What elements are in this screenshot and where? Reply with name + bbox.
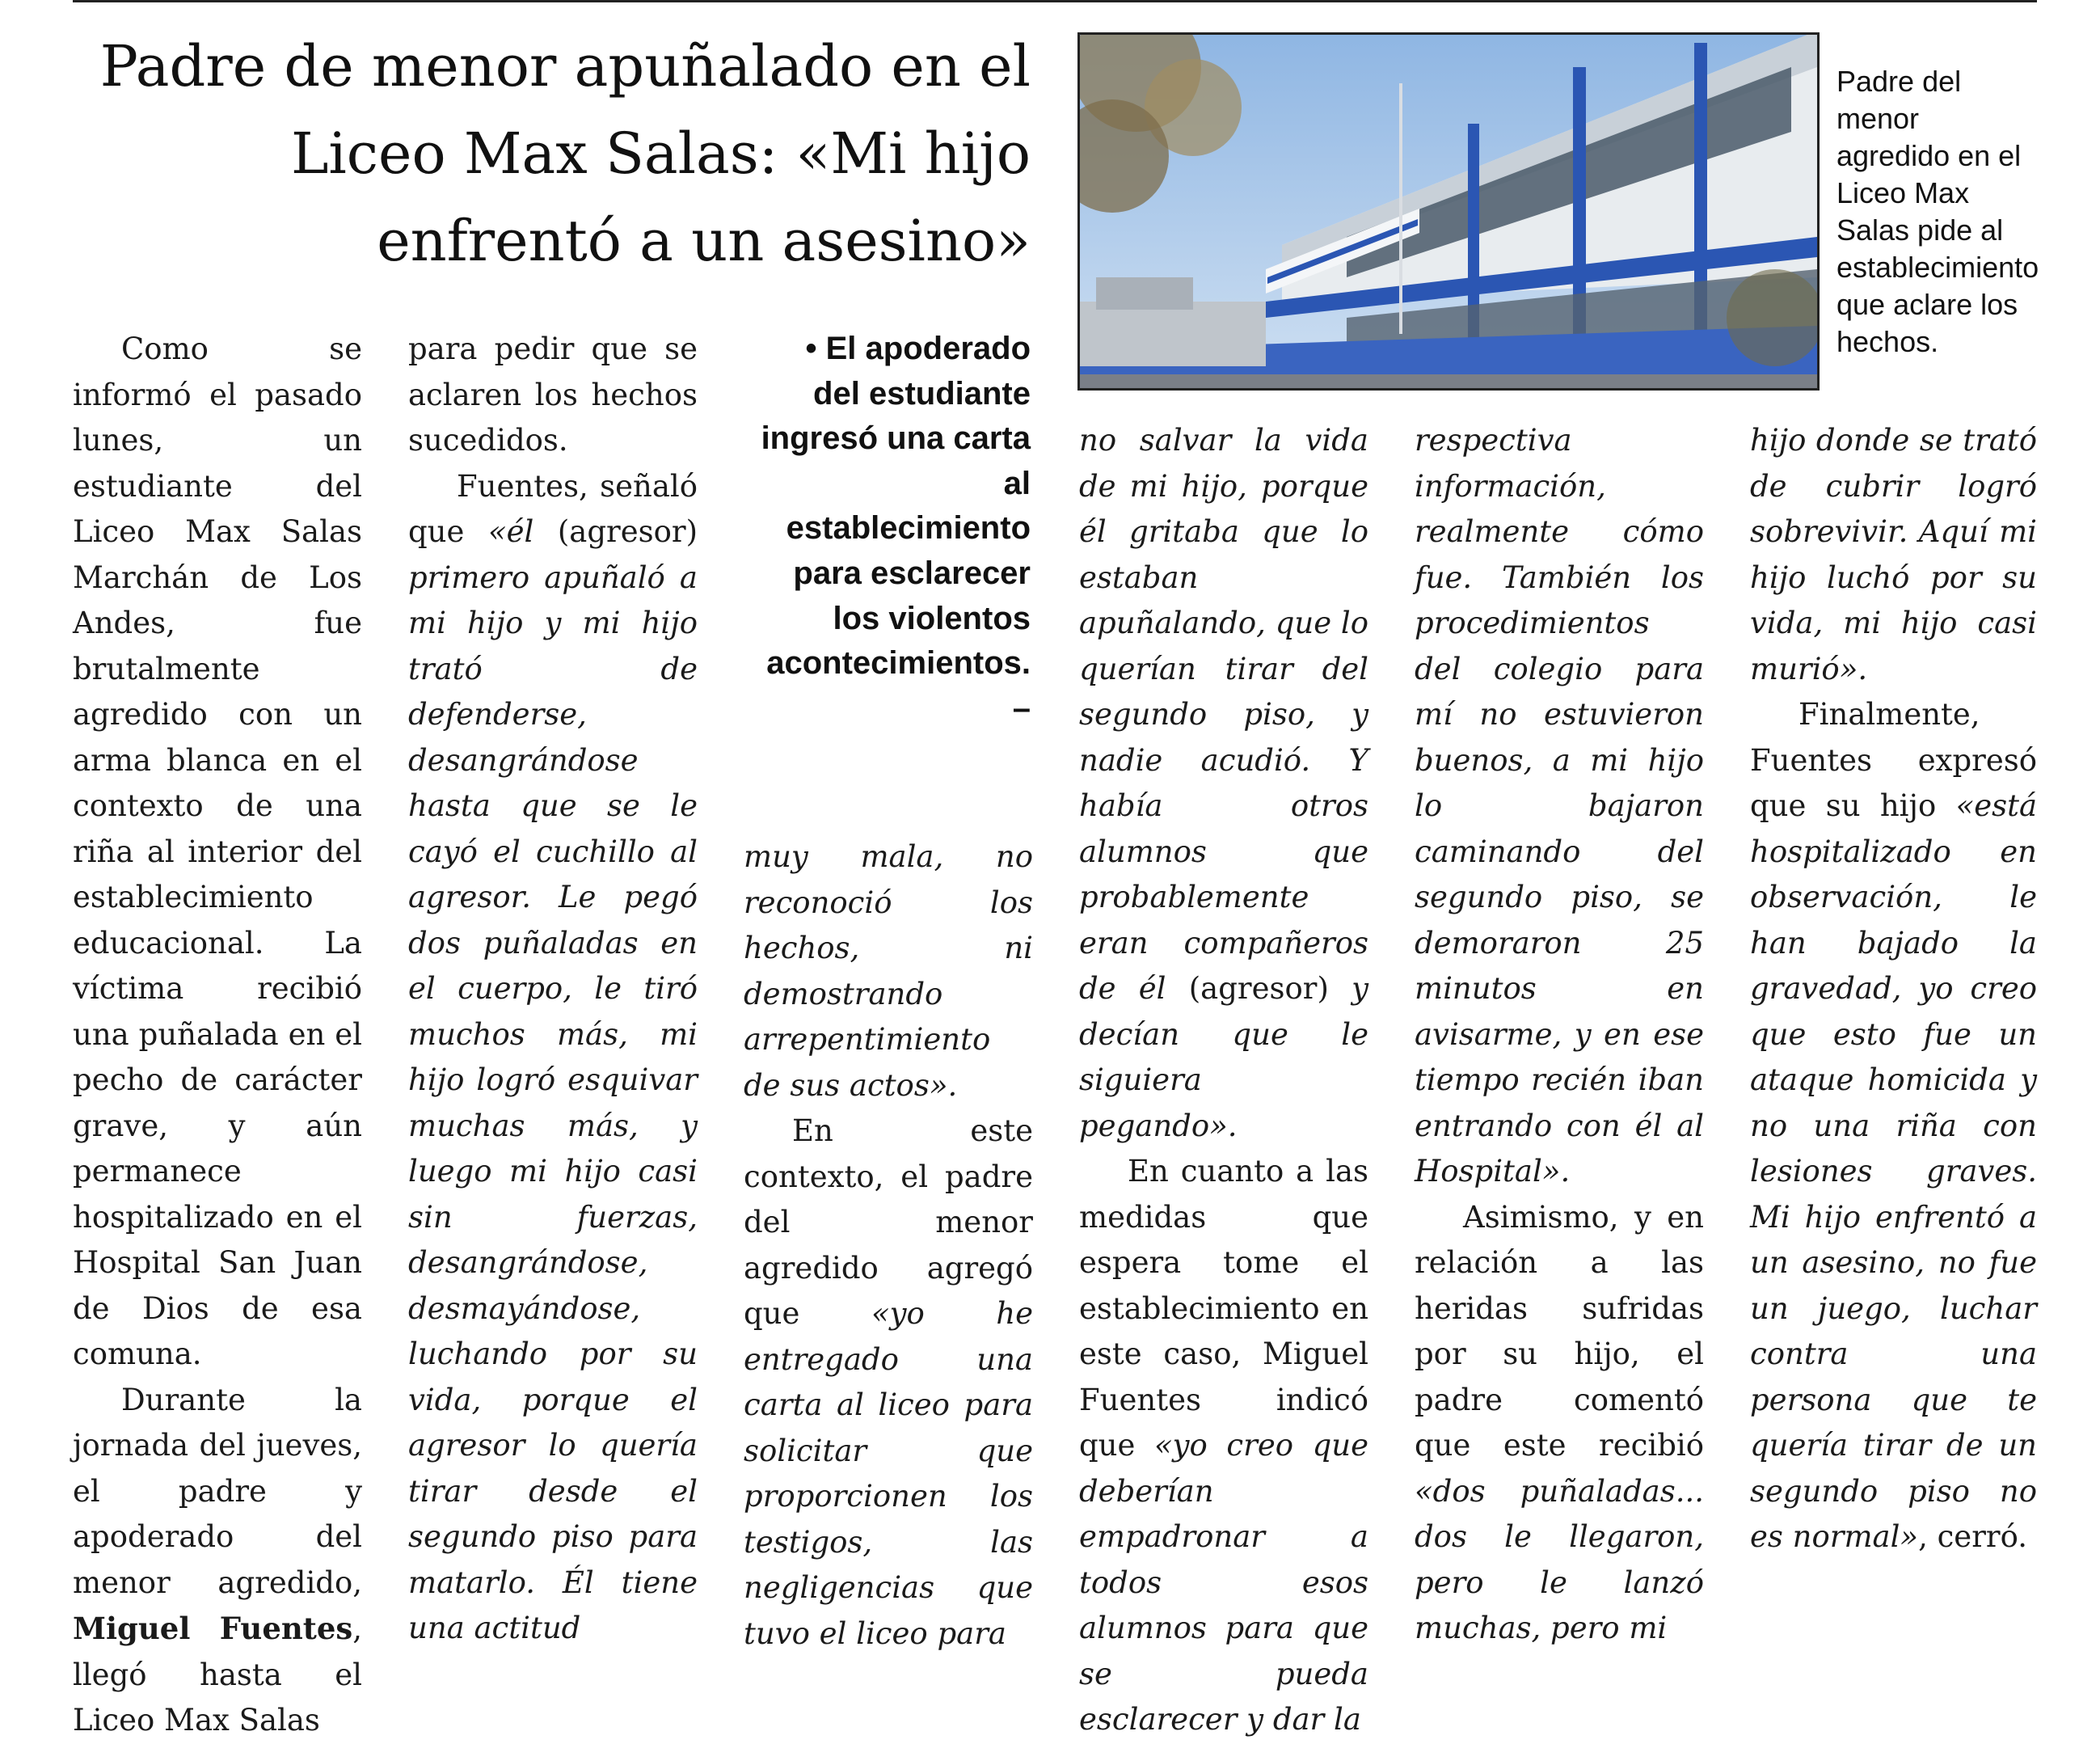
body-column-6 (1750, 418, 2037, 1560)
paragraph-5 (1079, 1149, 1368, 1743)
quote-text: «está hospitalizado en observación, le han bajado la gravedad, yo creo que esto fue un ataque homicida y no una riña con lesiones graves. Mi hijo enfrentó a un asesino, no fue un juego, luchar contra una persona que te quería tirar de un segundo piso no es normal» (1750, 788, 2038, 1554)
quote-text: «yo creo que deberían empadronar a todos esos alumnos para que se pueda esclarecer y dar la (1079, 1428, 1368, 1737)
paragraph-4-continued (1079, 418, 1368, 1149)
paragraph-4-text: En este contexto, el padre del menor agredido agregó que (744, 1113, 1033, 1331)
paragraph-3 (408, 464, 698, 1652)
quote-text: respectiva información, realmente cómo fue. También los procedimientos del colegio para mí no estuvieron buenos, a mi hijo lo bajaron caminando del segundo piso, se demoraron 25 minutos en avisarme, y en ese tiempo recién iban entrando con él al Hospital». (1415, 423, 1704, 1189)
paragraph-5-continued (1415, 418, 1704, 1195)
paragraph-3-text: Fuentes, señaló que (408, 468, 698, 549)
paragraph-4 (744, 1108, 1033, 1657)
paragraph-3-continued (744, 834, 1033, 1108)
body-column-1 (73, 327, 362, 1744)
paragraph-3-aside: (agresor) (557, 514, 698, 549)
quote-text: hijo donde se trató de cubrir logró sobrevivir. Aquí mi hijo luchó por su vida, mi hijo casi murió». (1750, 423, 2037, 686)
pull-quote: • El apoderado del estudiante ingresó una carta al establecimiento para esclarecer los violentos acontecimientos. – (761, 331, 1031, 726)
paragraph-1: Como se informó el pasado lunes, un estudiante del Liceo Max Salas Marchán de Los Andes, fue brutalmente agredido con un arma blanca en el contexto de una riña al interior del establecimiento educacional. La víctima recibió una puñalada en el pecho de carácter grave, y aún permanece hospitalizado en el Hospital San Juan de Dios de esa comuna. (73, 331, 362, 1371)
quote-text: muy mala, no reconoció los hechos, ni demostrando arrepentimiento de sus actos». (744, 839, 1033, 1103)
quote-text: primero apuñaló a mi hijo y mi hijo trató de defenderse, desangrándose hasta que se le cayó el cuchillo al agresor. Le pegó dos puñaladas en el cuerpo, le tiró muchos más, mi hijo logró esquivar muchas más, y luego mi hijo casi sin fuerzas, desangrándose, desmayándose, luchando por su vida, porque el agresor lo quería tirar desde el segundo piso para matarlo. Él tiene una actitud (408, 560, 698, 1645)
school-building-image (1080, 35, 1817, 388)
quote-text: y decían que le siguiera pegando». (1079, 971, 1369, 1143)
paragraph-6 (1415, 1195, 1704, 1652)
body-column-5 (1415, 418, 1704, 1652)
paragraph-5-text: En cuanto a las medidas que espera tome el establecimiento en este caso, Miguel Fuentes indicó que (1079, 1154, 1368, 1463)
quote-text: no salvar la vida de mi hijo, porque él gritaba que lo estaban apuñalando, que lo querían tirar del segundo piso, y nadie acudió. Y había otros alumnos que probablemente eran compañeros de él (1079, 423, 1368, 1006)
body-column-3 (744, 834, 1033, 1657)
paragraph-6-continued (1750, 418, 2037, 692)
paragraph-2-text-b: , llegó hasta el Liceo Max Salas (73, 1611, 362, 1738)
top-rule (73, 0, 2037, 2)
headline: Padre de menor apuñalado en el Liceo Max Salas: «Mi hijo enfrentó a un asesino» (99, 33, 1031, 274)
paragraph-6-text: Asimismo, y en relación a las heridas sufridas por su hijo, el padre comentó que este recibió (1415, 1199, 1704, 1463)
paragraph-7 (1750, 692, 2037, 1560)
body-column-2 (408, 327, 698, 1652)
paragraph-7-end: , cerró. (1918, 1519, 2027, 1554)
paragraph-2-continued: para pedir que se aclaren los hechos sucedidos. (408, 331, 698, 458)
paragraph-4-aside: (agresor) (1188, 971, 1329, 1006)
father-name: Miguel Fuentes (73, 1611, 353, 1646)
paragraph-2 (73, 1378, 362, 1744)
quote-text: «dos puñaladas... dos le llegaron, pero le lanzó muchas, pero mi (1415, 1473, 1704, 1645)
photo-caption: Padre del menor agredido en el Liceo Max Salas pide al establecimiento que aclare los hechos. (1836, 65, 2039, 358)
body-column-4 (1079, 418, 1368, 1743)
paragraph-7-text: Finalmente, Fuentes expresó que su hijo (1750, 697, 2037, 823)
quote-text: «él (487, 514, 534, 549)
school-photo (1077, 32, 1820, 391)
quote-text: «yo he entregado una carta al liceo para solicitar que proporcionen los testigos, las negligencias que tuvo el liceo para (744, 1296, 1033, 1651)
paragraph-2-text: Durante la jornada del jueves, el padre y apoderado del menor agredido, (73, 1382, 362, 1600)
